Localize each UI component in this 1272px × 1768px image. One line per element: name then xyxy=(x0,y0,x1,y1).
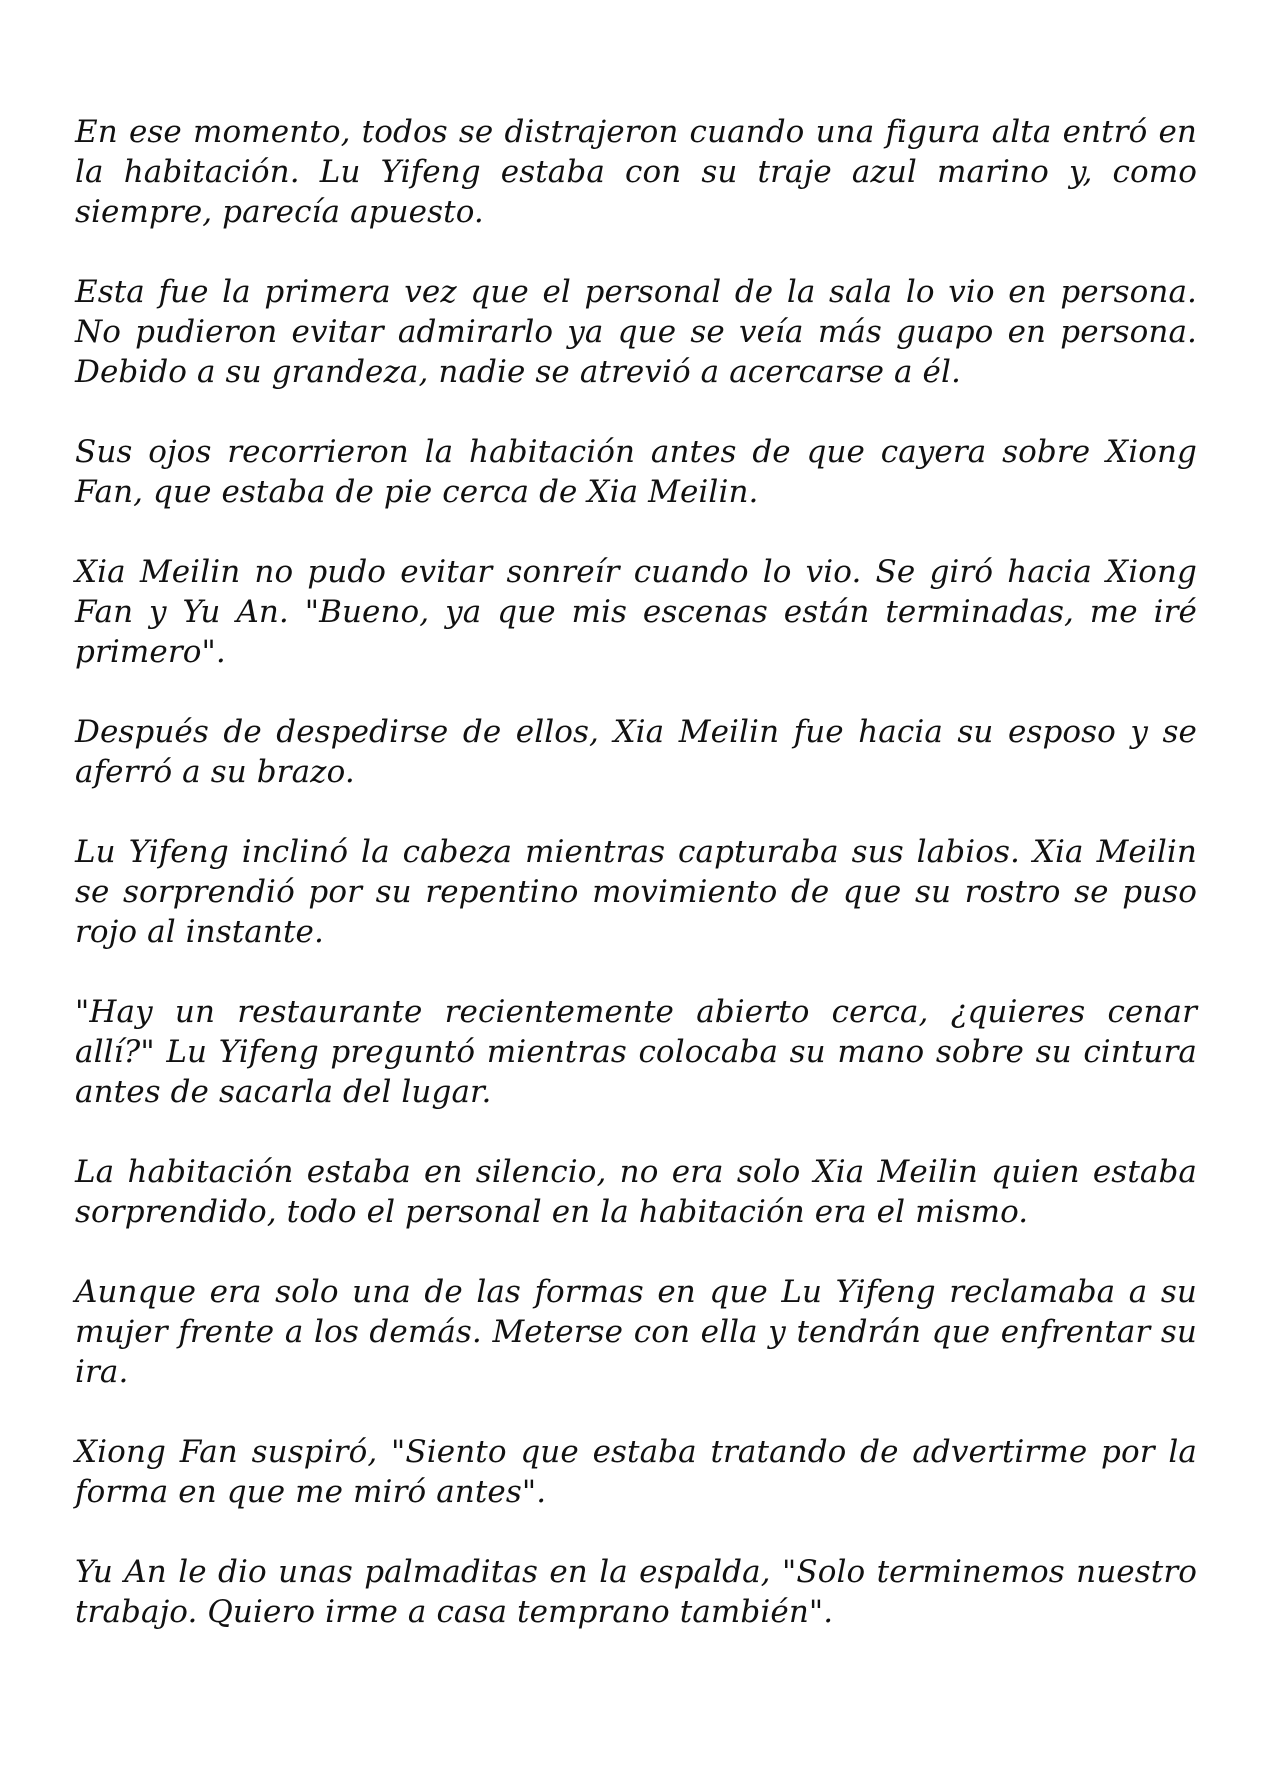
paragraph: Lu Yifeng inclinó la cabeza mientras capturaba sus labios. Xia Meilin se sorprendió por su repentino movimiento de que su rostro se puso rojo al instante. xyxy=(75,834,1197,950)
paragraph: Aunque era solo una de las formas en que Lu Yifeng reclamaba a su mujer frente a los demás. Meterse con ella y tendrán que enfrentar su ira. xyxy=(75,1274,1197,1390)
paragraph: "Hay un restaurante recientemente abierto cerca, ¿quieres cenar allí?" Lu Yifeng preguntó mientras colocaba su mano sobre su cintura antes de sacarla del lugar. xyxy=(75,994,1197,1110)
paragraph: La habitación estaba en silencio, no era solo Xia Meilin quien estaba sorprendido, todo el personal en la habitación era el mismo. xyxy=(75,1154,1197,1230)
paragraph: Xia Meilin no pudo evitar sonreír cuando lo vio. Se giró hacia Xiong Fan y Yu An. "Bueno, ya que mis escenas están terminadas, me iré primero". xyxy=(75,554,1197,670)
paragraph: Yu An le dio unas palmaditas en la espalda, "Solo terminemos nuestro trabajo. Quiero irme a casa temprano también". xyxy=(75,1554,1197,1630)
paragraph: Después de despedirse de ellos, Xia Meilin fue hacia su esposo y se aferró a su brazo. xyxy=(75,714,1197,790)
paragraph: Esta fue la primera vez que el personal de la sala lo vio en persona. No pudieron evitar admirarlo ya que se veía más guapo en persona. Debido a su grandeza, nadie se atrevió a acercarse a él. xyxy=(75,274,1197,390)
paragraph: En ese momento, todos se distrajeron cuando una figura alta entró en la habitación. Lu Yifeng estaba con su traje azul marino y, como siempre, parecía apuesto. xyxy=(75,114,1197,230)
paragraph: Sus ojos recorrieron la habitación antes de que cayera sobre Xiong Fan, que estaba de pie cerca de Xia Meilin. xyxy=(75,434,1197,510)
document-body xyxy=(75,112,1197,1672)
paragraph: Xiong Fan suspiró, "Siento que estaba tratando de advertirme por la forma en que me miró antes". xyxy=(75,1434,1197,1510)
